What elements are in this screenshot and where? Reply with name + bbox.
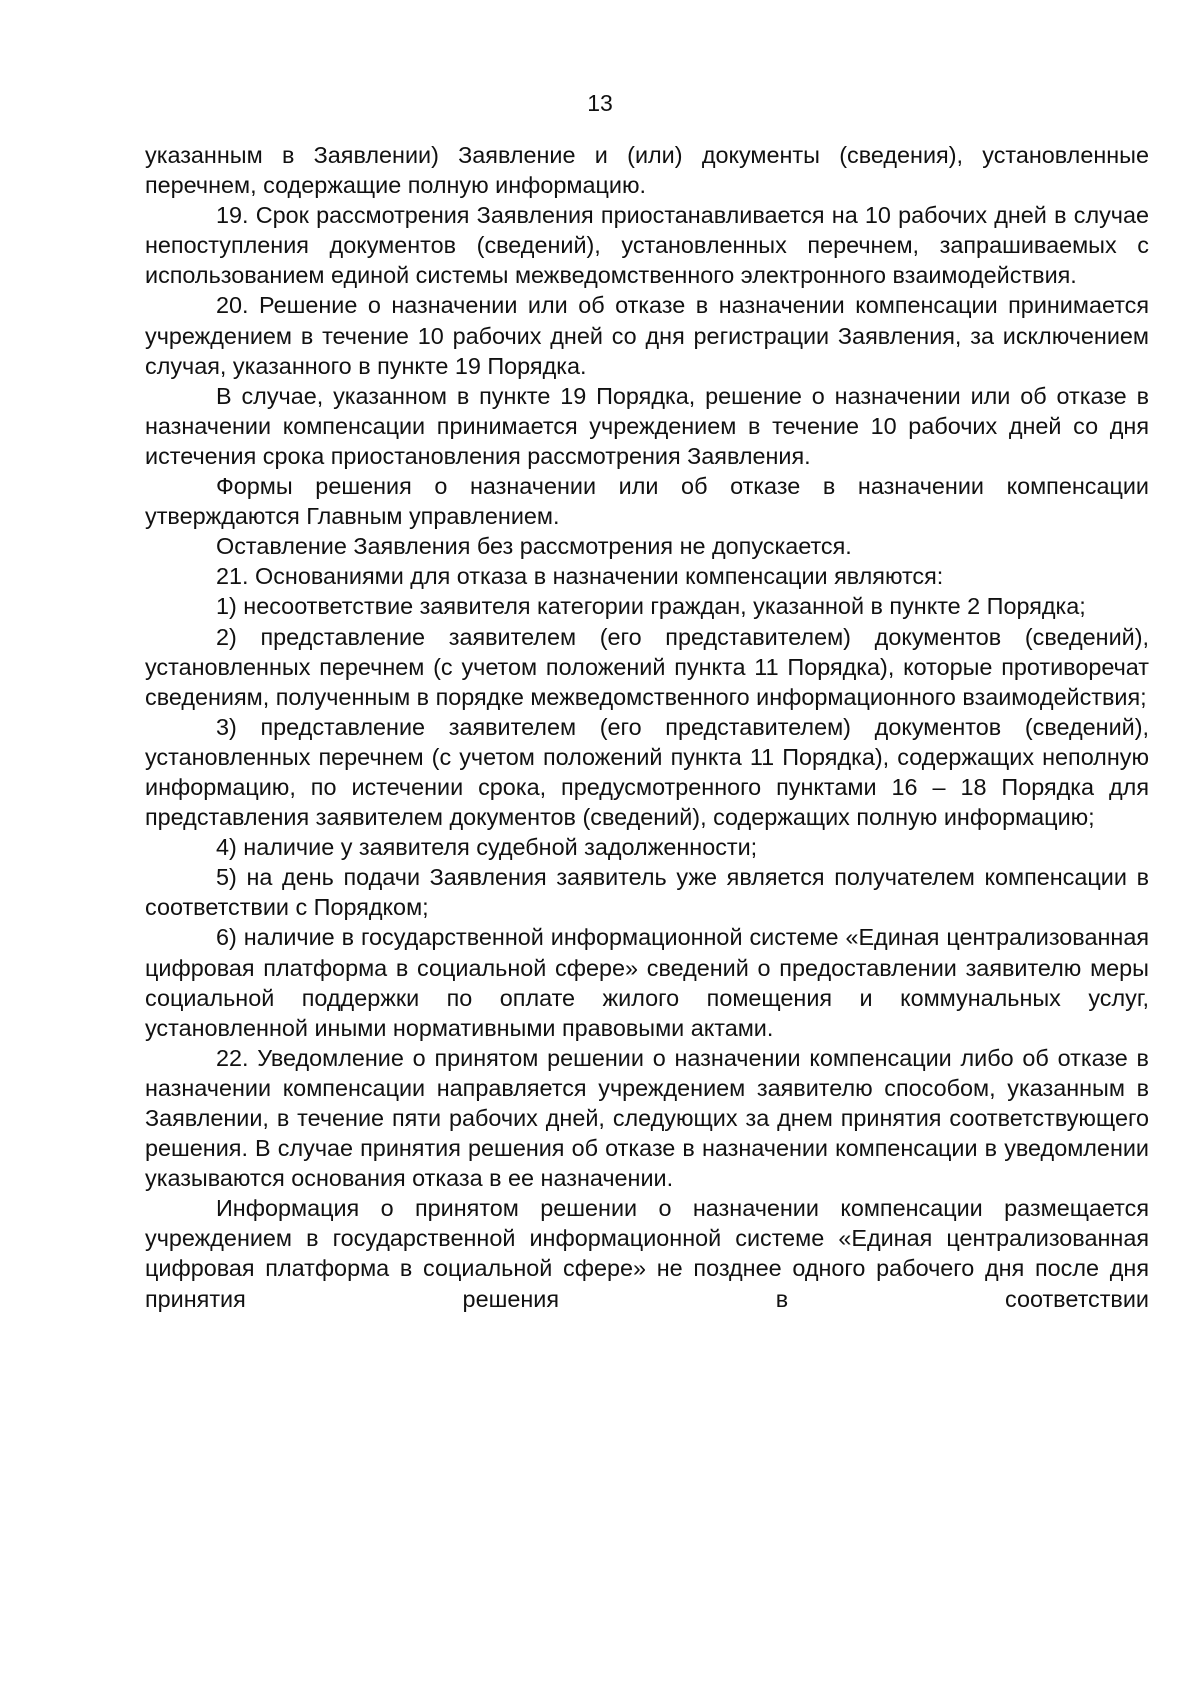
paragraph-item-22-info: Информация о принятом решении о назначении компенсации размещается учреждением в государственной информационной системе «Единая централизованная цифровая платформа в социальной сфере» не позднее одного рабочего дня после дня принятия решения в соответствии bbox=[145, 1195, 1149, 1312]
paragraph-item-20-forms: Формы решения о назначении или об отказе в назначении компенсации утверждаются Главным управлением. bbox=[145, 473, 1149, 530]
paragraph-item-19: 19. Срок рассмотрения Заявления приостанавливается на 10 рабочих дней в случае непоступления документов (сведений), установленных перечнем, запрашиваемых с использованием единой системы межведомственного электронного взаимодействия. bbox=[145, 202, 1149, 289]
paragraph-item-20-case: В случае, указанном в пункте 19 Порядка, решение о назначении или об отказе в назначении компенсации принимается учреждением в течение 10 рабочих дней со дня истечения срока приостановления рассмотрения Заявления. bbox=[145, 382, 1149, 469]
page-number: 13 bbox=[587, 90, 613, 116]
paragraph-item-21-6: 6) наличие в государственной информационной системе «Единая централизованная цифровая платформа в социальной сфере» сведений о предоставлении заявителю меры социальной поддержки по оплате жилого помещения и коммунальных услуг, установленной иными нормативными правовыми актами. bbox=[145, 924, 1149, 1041]
paragraph-item-21: 21. Основаниями для отказа в назначении компенсации являются: bbox=[216, 563, 944, 590]
paragraph-item-20-no-leave: Оставление Заявления без рассмотрения не допускается. bbox=[216, 533, 852, 560]
paragraph-item-21-3: 3) представление заявителем (его представителем) документов (сведений), установленных перечнем (с учетом положений пункта 11 Порядка), содержащих неполную информацию, по истечении срока, предусмотренного пунктами 16 – 18 Порядка для представления заявителем документов (сведений), содержащих полную информацию; bbox=[145, 713, 1149, 831]
document-body bbox=[145, 140, 1149, 1314]
paragraph-item-21-2: 2) представление заявителем (его представителем) документов (сведений), установленных перечнем (с учетом положений пункта 11 Порядка), которые противоречат сведениям, полученным в порядке межведомственного информационного взаимодействия; bbox=[145, 623, 1149, 710]
paragraph-item-22: 22. Уведомление о принятом решении о назначении компенсации либо об отказе в назначении компенсации направляется учреждением заявителю способом, указанным в Заявлении, в течение пяти рабочих дней, следующих за днем принятия соответствующего решения. В случае принятия решения об отказе в назначении компенсации в уведомлении указываются основания отказа в ее назначении. bbox=[145, 1044, 1149, 1192]
paragraph-item-21-5: 5) на день подачи Заявления заявитель уже является получателем компенсации в соответствии с Порядком; bbox=[145, 864, 1149, 921]
paragraph-item-21-1: 1) несоответствие заявителя категории граждан, указанной в пункте 2 Порядка; bbox=[216, 593, 1086, 620]
paragraph-continuation: указанным в Заявлении) Заявление и (или) документы (сведения), установленные перечнем, содержащие полную информацию. bbox=[145, 142, 1149, 199]
paragraph-item-20: 20. Решение о назначении или об отказе в назначении компенсации принимается учреждением в течение 10 рабочих дней со дня регистрации Заявления, за исключением случая, указанного в пункте 19 Порядка. bbox=[145, 292, 1149, 379]
paragraph-item-21-4: 4) наличие у заявителя судебной задолженности; bbox=[216, 834, 758, 861]
